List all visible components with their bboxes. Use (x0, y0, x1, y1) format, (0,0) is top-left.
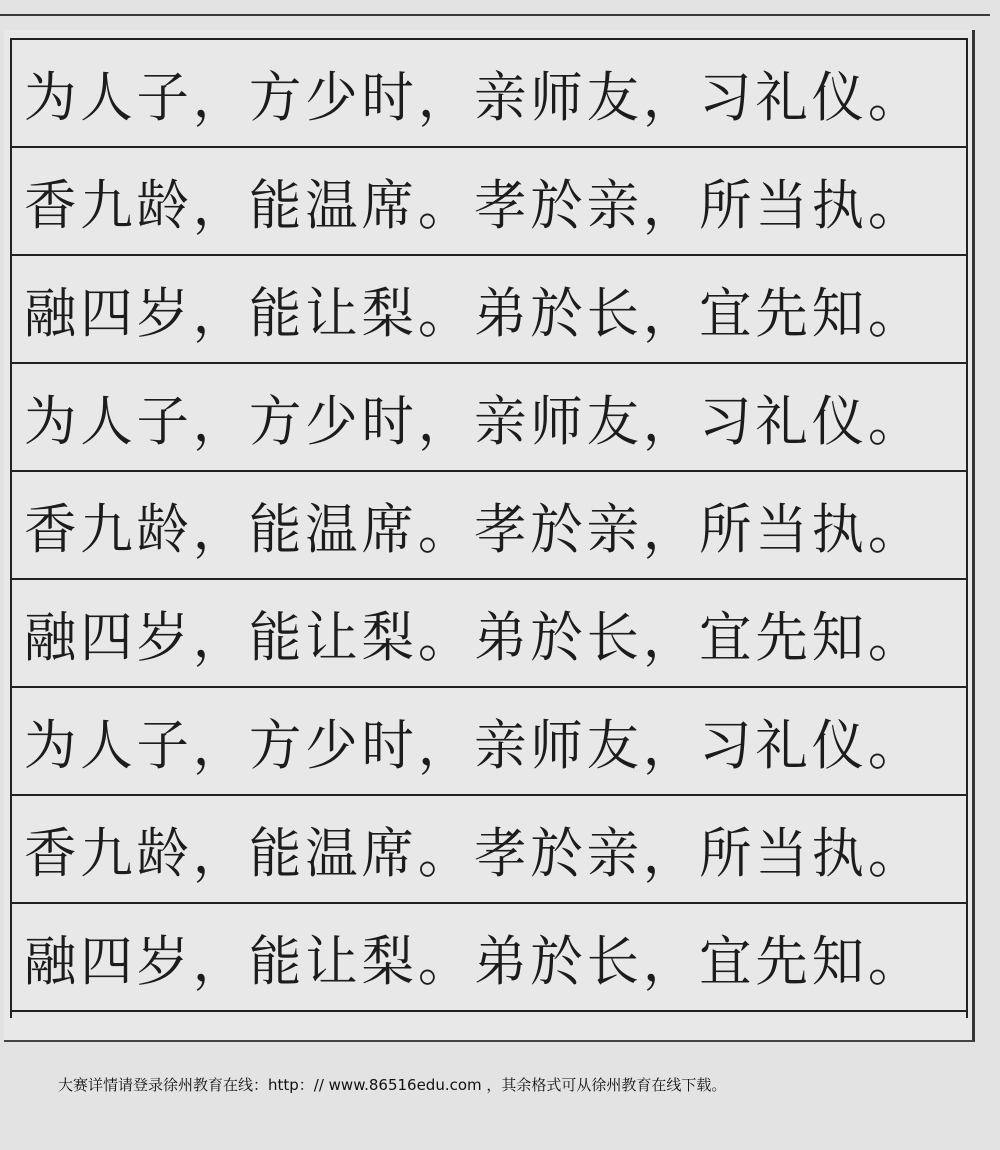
handwriting-sheet (4, 30, 975, 1042)
row-text: 为人子，方少时，亲师友，习礼仪。 (24, 713, 925, 777)
writing-row-9 (12, 904, 966, 1012)
writing-row-6 (12, 580, 966, 688)
writing-row-8 (12, 796, 966, 904)
writing-grid (10, 38, 968, 1018)
writing-row-5 (12, 472, 966, 580)
top-rule (0, 14, 990, 16)
row-text: 融四岁，能让梨。弟於长，宜先知。 (24, 605, 925, 669)
writing-row-2 (12, 148, 966, 256)
row-text: 香九龄，能温席。孝於亲，所当执。 (24, 821, 925, 885)
writing-row-4 (12, 364, 966, 472)
writing-row-1 (12, 40, 966, 148)
writing-row-3 (12, 256, 966, 364)
row-text: 为人子，方少时，亲师友，习礼仪。 (24, 389, 925, 453)
row-text: 为人子，方少时，亲师友，习礼仪。 (24, 65, 925, 129)
footer-note: 大赛详情请登录徐州教育在线：http：// www.86516edu.com ，其余格式可从徐州教育在线下载。 (58, 1076, 727, 1094)
row-text: 香九龄，能温席。孝於亲，所当执。 (24, 497, 925, 561)
row-text: 融四岁，能让梨。弟於长，宜先知。 (24, 281, 925, 345)
row-text: 香九龄，能温席。孝於亲，所当执。 (24, 173, 925, 237)
writing-row-7 (12, 688, 966, 796)
row-text: 融四岁，能让梨。弟於长，宜先知。 (24, 929, 925, 993)
